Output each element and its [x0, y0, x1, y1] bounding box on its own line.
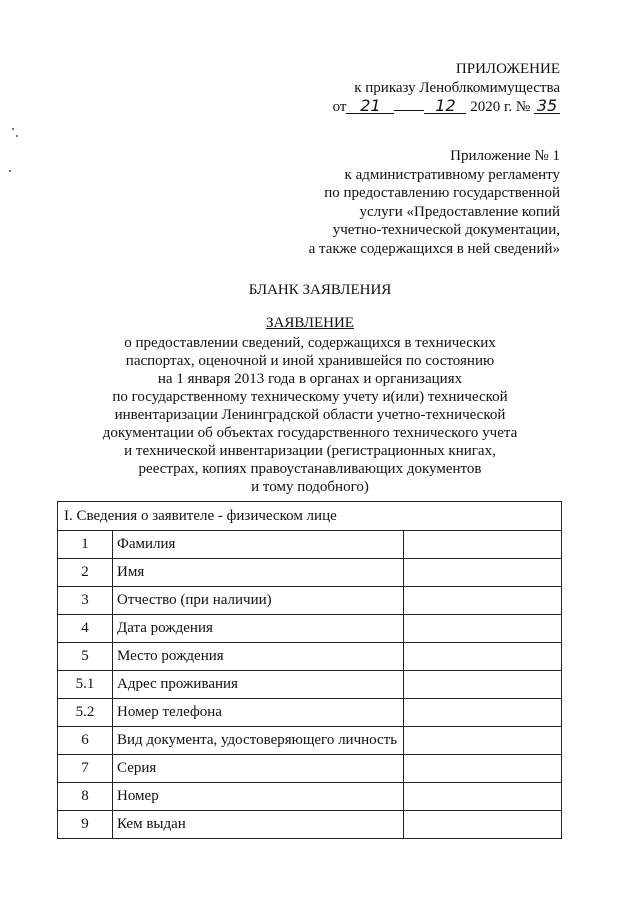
value-cell-id-document[interactable] — [404, 727, 562, 755]
value-cell-name[interactable] — [404, 559, 562, 587]
attachment-line: Приложение № 1 — [450, 148, 560, 164]
row-label: Номер — [113, 783, 404, 811]
row-number: 5 — [58, 643, 113, 671]
statement-line: паспортах, оценочной и иной хранившейся по состоянию — [125, 353, 495, 369]
attachment-line: по предоставлению государственной — [324, 185, 560, 202]
section-row — [58, 502, 562, 531]
attachment-line: услуги «Предоставление копий — [359, 203, 560, 220]
table-row — [58, 811, 562, 839]
row-number: 8 — [58, 783, 113, 811]
approval-block — [333, 60, 560, 117]
statement-line: документации об объектах государственного технического учета — [102, 425, 518, 441]
section-header: I. Сведения о заявителе - физическом лице — [58, 502, 562, 531]
approval-title: ПРИЛОЖЕНИЕ — [455, 61, 560, 77]
table-row — [58, 783, 562, 811]
approval-order: к приказу Леноблкомимущества — [354, 80, 560, 96]
row-number: 6 — [58, 727, 113, 755]
value-cell-series[interactable] — [404, 755, 562, 783]
approval-date-line — [333, 98, 560, 117]
approval-day: 21 — [346, 98, 394, 114]
row-label: Серия — [113, 755, 404, 783]
table-row — [58, 727, 562, 755]
row-number: 2 — [58, 559, 113, 587]
table-row — [58, 531, 562, 559]
value-cell-address[interactable] — [404, 671, 562, 699]
value-cell-patronymic[interactable] — [404, 587, 562, 615]
table-row — [58, 559, 562, 587]
table-row — [58, 615, 562, 643]
approval-number: 35 — [534, 98, 560, 114]
row-label: Дата рождения — [113, 615, 404, 643]
row-number: 9 — [58, 811, 113, 839]
row-number: 5.2 — [58, 699, 113, 727]
table-row — [58, 587, 562, 615]
approval-gap — [394, 110, 424, 111]
row-label: Адрес проживания — [113, 671, 404, 699]
row-label: Место рождения — [113, 643, 404, 671]
scan-speck — [12, 128, 14, 130]
row-label: Фамилия — [113, 531, 404, 559]
row-label: Номер телефона — [113, 699, 404, 727]
row-number: 7 — [58, 755, 113, 783]
row-label: Отчество (при наличии) — [113, 587, 404, 615]
approval-year: 2020 г. № — [470, 99, 531, 115]
table-row — [58, 671, 562, 699]
table-row — [58, 643, 562, 671]
scan-speck — [9, 170, 11, 172]
attachment-block — [309, 147, 560, 259]
approval-date-prefix: от — [332, 99, 347, 115]
statement-line: о предоставлении сведений, содержащихся в технических — [124, 335, 496, 351]
value-cell-birth-place[interactable] — [404, 643, 562, 671]
statement-line: на 1 января 2013 года в органах и организациях — [157, 371, 463, 387]
value-cell-birth-date[interactable] — [404, 615, 562, 643]
row-label: Кем выдан — [113, 811, 404, 839]
statement-line: и технической инвентаризации (регистрационных книгах, — [124, 443, 496, 459]
value-cell-issued-by[interactable] — [404, 811, 562, 839]
attachment-line: к административному регламенту — [344, 166, 560, 183]
row-number: 4 — [58, 615, 113, 643]
table-row — [58, 755, 562, 783]
row-label: Имя — [113, 559, 404, 587]
row-label: Вид документа, удостоверяющего личность — [113, 727, 404, 755]
value-cell-doc-number[interactable] — [404, 783, 562, 811]
statement-line: по государственному техническому учету и(или) технической — [112, 389, 508, 405]
statement-line: и тому подобного) — [251, 479, 369, 495]
applicant-table — [57, 501, 562, 839]
row-number: 3 — [58, 587, 113, 615]
scan-speck — [16, 135, 18, 137]
value-cell-surname[interactable] — [404, 531, 562, 559]
statement-line: инвентаризации Ленинградской области учетно-технической — [114, 407, 506, 423]
attachment-line: учетно-технической документации, — [332, 222, 560, 239]
form-title: БЛАНК ЗАЯВЛЕНИЯ — [248, 282, 392, 298]
statement-line: реестрах, копиях правоустанавливающих документов — [138, 461, 482, 477]
statement-text — [80, 334, 540, 496]
attachment-line: а также содержащихся в ней сведений» — [308, 240, 560, 257]
table-row — [58, 699, 562, 727]
approval-month: 12 — [424, 98, 466, 114]
row-number: 5.1 — [58, 671, 113, 699]
value-cell-phone[interactable] — [404, 699, 562, 727]
statement-title: ЗАЯВЛЕНИЕ — [266, 315, 354, 331]
row-number: 1 — [58, 531, 113, 559]
